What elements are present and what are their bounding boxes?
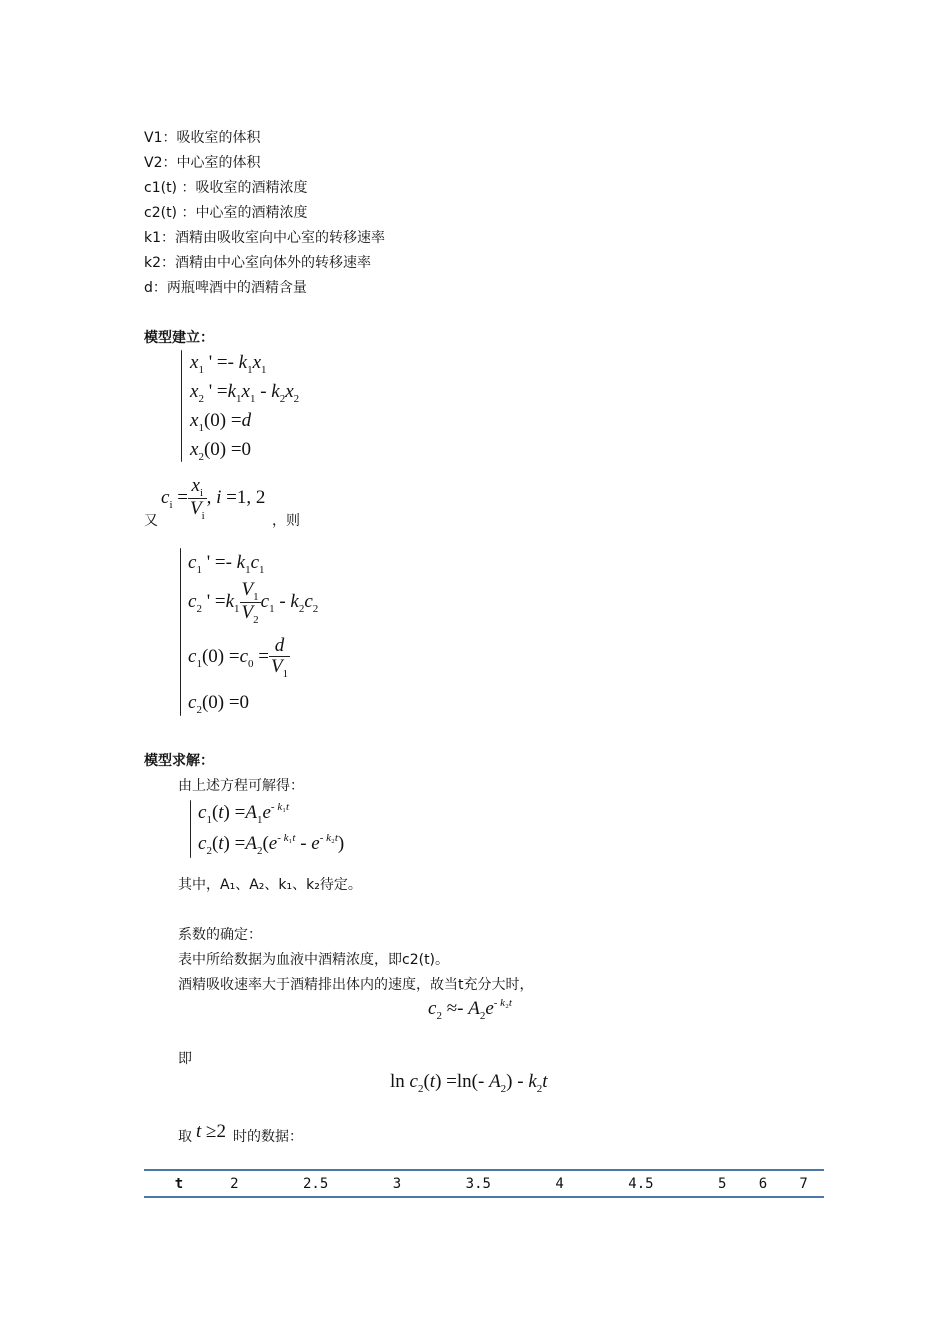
left-brace — [190, 800, 191, 858]
take-label: 取 — [178, 1129, 192, 1145]
table-cell: 2 — [214, 1170, 255, 1197]
ie-label: 即 — [178, 1051, 192, 1067]
left-brace — [181, 350, 182, 462]
condition-formula: t ≥2 — [196, 1121, 226, 1142]
model-solve-heading: 模型求解： — [144, 753, 214, 769]
table-cell: 5 — [702, 1170, 743, 1197]
again-label: 又 — [144, 513, 158, 529]
table-cell: 2.5 — [255, 1170, 377, 1197]
table-header-cell: t — [144, 1170, 214, 1197]
left-brace — [180, 548, 181, 716]
data-table — [144, 1169, 824, 1198]
table-cell: 7 — [783, 1170, 824, 1197]
definition-c1: c1(t) ：吸收室的酒精浓度 — [144, 180, 308, 196]
table-cell: 4.5 — [580, 1170, 702, 1197]
definition-k1: k1：酒精由吸收室向中心室的转移速率 — [144, 230, 386, 246]
solve-intro: 由上述方程可解得： — [178, 778, 304, 794]
table-cell: 6 — [743, 1170, 784, 1197]
table-cell: 3.5 — [417, 1170, 539, 1197]
concentration-definition: $c_i$ = $\frac{x_i}{V_i}$ , i =1, 2 — [161, 475, 266, 522]
take-suffix: 时的数据： — [233, 1129, 303, 1145]
table-row — [144, 1170, 824, 1197]
coefficient-line-2: 酒精吸收速率大于酒精排出体内的速度，故当t充分大时， — [178, 977, 534, 993]
approximation-formula: $c_2 \approx- A_2e^{- k_2t}$ — [428, 997, 512, 1022]
then-label: ，则 — [272, 513, 300, 529]
undetermined-note: 其中，A₁、A₂、k₁、k₂待定。 — [178, 877, 362, 893]
coefficient-heading: 系数的确定： — [178, 927, 262, 943]
definition-v1: V1：吸收室的体积 — [144, 130, 261, 146]
definition-d: d：两瓶啤酒中的酒精含量 — [144, 280, 307, 296]
definition-c2: c2(t) ：中心室的酒精浓度 — [144, 205, 308, 221]
definition-k2: k2：酒精由中心室向体外的转移速率 — [144, 255, 372, 271]
definition-v2: V2：中心室的体积 — [144, 155, 261, 171]
table-cell: 3 — [377, 1170, 418, 1197]
model-build-heading: 模型建立： — [144, 330, 214, 346]
table-cell: 4 — [539, 1170, 580, 1197]
log-formula: $\ln c_2(t) =\ln(-$ $A_2) - k_2t$ — [390, 1071, 548, 1095]
coefficient-line-1: 表中所给数据为血液中酒精浓度，即c2(t)。 — [178, 952, 450, 968]
